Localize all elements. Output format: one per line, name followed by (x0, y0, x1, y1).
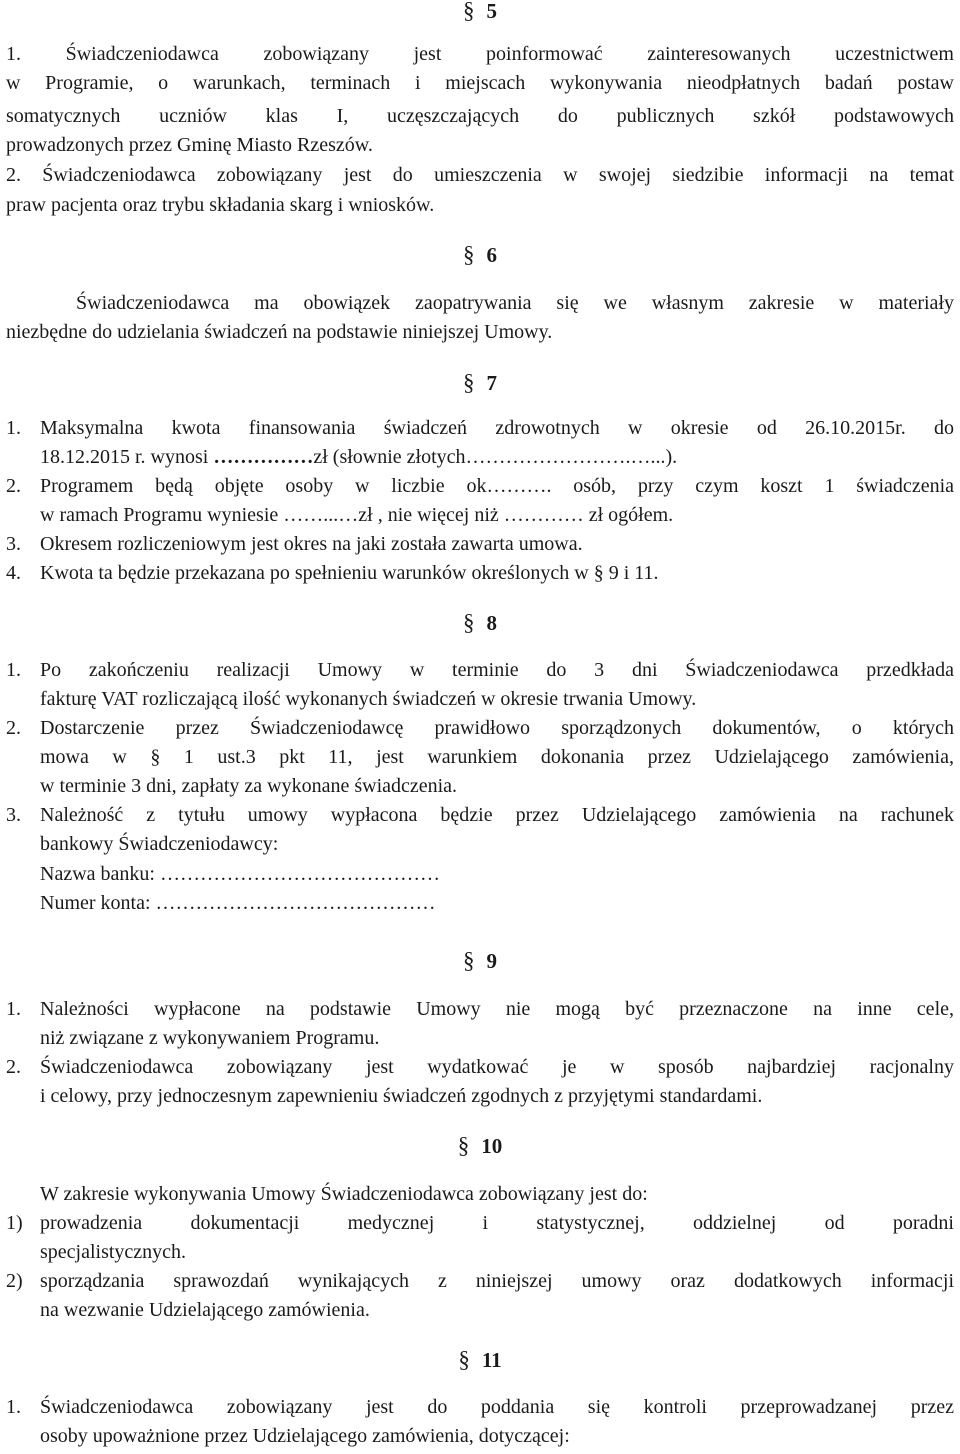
list-item-line: Kwota ta będzie przekazana po spełnieniu warunków określonych w § 9 i 11. (40, 562, 659, 584)
list-item-line: Dostarczenie przez Świadczeniodawcę prawidłowo sporządzonych dokumentów, o których (40, 717, 954, 739)
list-number: 2. (6, 475, 21, 497)
list-item-line: Świadczeniodawca zobowiązany jest do poddania się kontroli przeprowadzanej przez (40, 1396, 954, 1418)
list-number: 2) (6, 1270, 23, 1292)
list-item-line: i celowy, przy jednoczesnym zapewnieniu świadczeń zgodnych z przyjętymi standardami. (40, 1085, 763, 1107)
list-item-line: Świadczeniodawca zobowiązany jest wydatkować je w sposób najbardziej racjonalny (40, 1056, 954, 1078)
section-number: 8 (486, 611, 497, 635)
list-number: 2. (6, 1056, 21, 1078)
list-item-line: mowa w § 1 ust.3 pkt 11, jest warunkiem dokonania przez Udzielającego zamówienia, (40, 746, 954, 768)
section-symbol: § (463, 0, 475, 23)
list-number: 1. (6, 998, 21, 1020)
list-number: 2. (6, 717, 21, 739)
list-item-line: Należność z tytułu umowy wypłacona będzie przez Udzielającego zamówienia na rachunek (40, 804, 954, 826)
bank-name-field: Nazwa banku: …………………………………… (40, 863, 440, 885)
list-number: 1. (6, 417, 21, 439)
list-number: 1) (6, 1212, 23, 1234)
section-symbol: § (458, 1347, 470, 1372)
paragraph-line: Świadczeniodawca ma obowiązek zaopatrywania się we własnym zakresie w materiały (76, 292, 954, 314)
list-item-line: Po zakończeniu realizacji Umowy w terminie do 3 dni Świadczeniodawca przedkłada (40, 659, 954, 681)
section-symbol: § (463, 370, 475, 395)
list-item-line: osoby upoważnione przez Udzielającego zamówienia, dotyczącej: (40, 1425, 570, 1447)
amount-words-label: zł (słownie złotych…………………….…...). (313, 446, 678, 468)
section-number: 9 (486, 949, 497, 973)
section-symbol: § (457, 1133, 470, 1158)
section-heading-6 (0, 240, 960, 270)
section-symbol: § (463, 610, 475, 635)
paragraph-line: w Programie, o warunkach, terminach i miejscach wykonywania nieodpłatnych badań postaw (6, 72, 954, 94)
section-symbol: § (463, 948, 475, 973)
list-number: 4. (6, 562, 21, 584)
list-number: 1. (6, 659, 21, 681)
list-item-line: sporządzania sprawozdań wynikających z niniejszej umowy oraz dodatkowych informacji (40, 1270, 954, 1292)
paragraph-line: 2. Świadczeniodawca zobowiązany jest do umieszczenia w swojej siedzibie informacji na temat (6, 164, 954, 186)
list-item-line: na wezwanie Udzielającego zamówienia. (40, 1299, 370, 1321)
list-item-line: Maksymalna kwota finansowania świadczeń zdrowotnych w okresie od 26.10.2015r. do (40, 417, 954, 439)
list-number: 1. (6, 1396, 21, 1418)
section-symbol: § (463, 242, 475, 267)
paragraph-line: praw pacjenta oraz trybu składania skarg i wniosków. (6, 194, 435, 216)
list-item-line: bankowy Świadczeniodawcy: (40, 833, 279, 855)
section-number: 6 (486, 243, 497, 267)
list-item-line: Należności wypłacone na podstawie Umowy nie mogą być przeznaczone na inne cele, (40, 998, 954, 1020)
list-item-line: fakturę VAT rozliczającą ilość wykonanych świadczeń w okresie trwania Umowy. (40, 688, 697, 710)
list-item-line: w terminie 3 dni, zapłaty za wykonane świadczenia. (40, 775, 458, 797)
list-number: 3. (6, 533, 21, 555)
list-number: 3. (6, 804, 21, 826)
paragraph-line: niezbędne do udzielania świadczeń na podstawie niniejszej Umowy. (6, 321, 553, 343)
section-number: 7 (486, 371, 497, 395)
section-number: 11 (481, 1348, 502, 1372)
paragraph-line: W zakresie wykonywania Umowy Świadczeniodawca zobowiązany jest do: (40, 1183, 648, 1205)
paragraph-line: prowadzonych przez Gminę Miasto Rzeszów. (6, 134, 373, 156)
section-heading-5 (0, 0, 960, 26)
list-item-line: Programem będą objęte osoby w liczbie ok………. osób, przy czym koszt 1 świadczenia (40, 475, 954, 497)
amount-blank: …………… (213, 446, 314, 468)
list-item-line: w ramach Programu wyniesie ……...…zł , nie więcej niż ………… zł ogółem. (40, 504, 674, 526)
list-item-line: prowadzenia dokumentacji medycznej i statystycznej, oddzielnej od poradni (40, 1212, 954, 1234)
account-number-field: Numer konta: …………………………………… (40, 892, 436, 914)
section-heading-9 (0, 946, 960, 976)
list-item-line: niż związane z wykonywaniem Programu. (40, 1027, 380, 1049)
section-heading-8 (0, 608, 960, 638)
section-heading-10 (0, 1131, 960, 1161)
list-item-line (40, 443, 677, 472)
list-item-line: specjalistycznych. (40, 1241, 187, 1263)
paragraph-line: somatycznych uczniów klas I, uczęszczających do publicznych szkół podstawowych (6, 105, 954, 127)
amount-label: 18.12.2015 r. wynosi (40, 446, 214, 468)
section-number: 5 (486, 0, 497, 23)
paragraph-line: 1. Świadczeniodawca zobowiązany jest poinformować zainteresowanych uczestnictwem (6, 43, 954, 65)
section-heading-7 (0, 368, 960, 398)
section-number: 10 (481, 1134, 503, 1158)
section-heading-11 (0, 1345, 960, 1375)
list-item-line: Okresem rozliczeniowym jest okres na jaki została zawarta umowa. (40, 533, 583, 555)
